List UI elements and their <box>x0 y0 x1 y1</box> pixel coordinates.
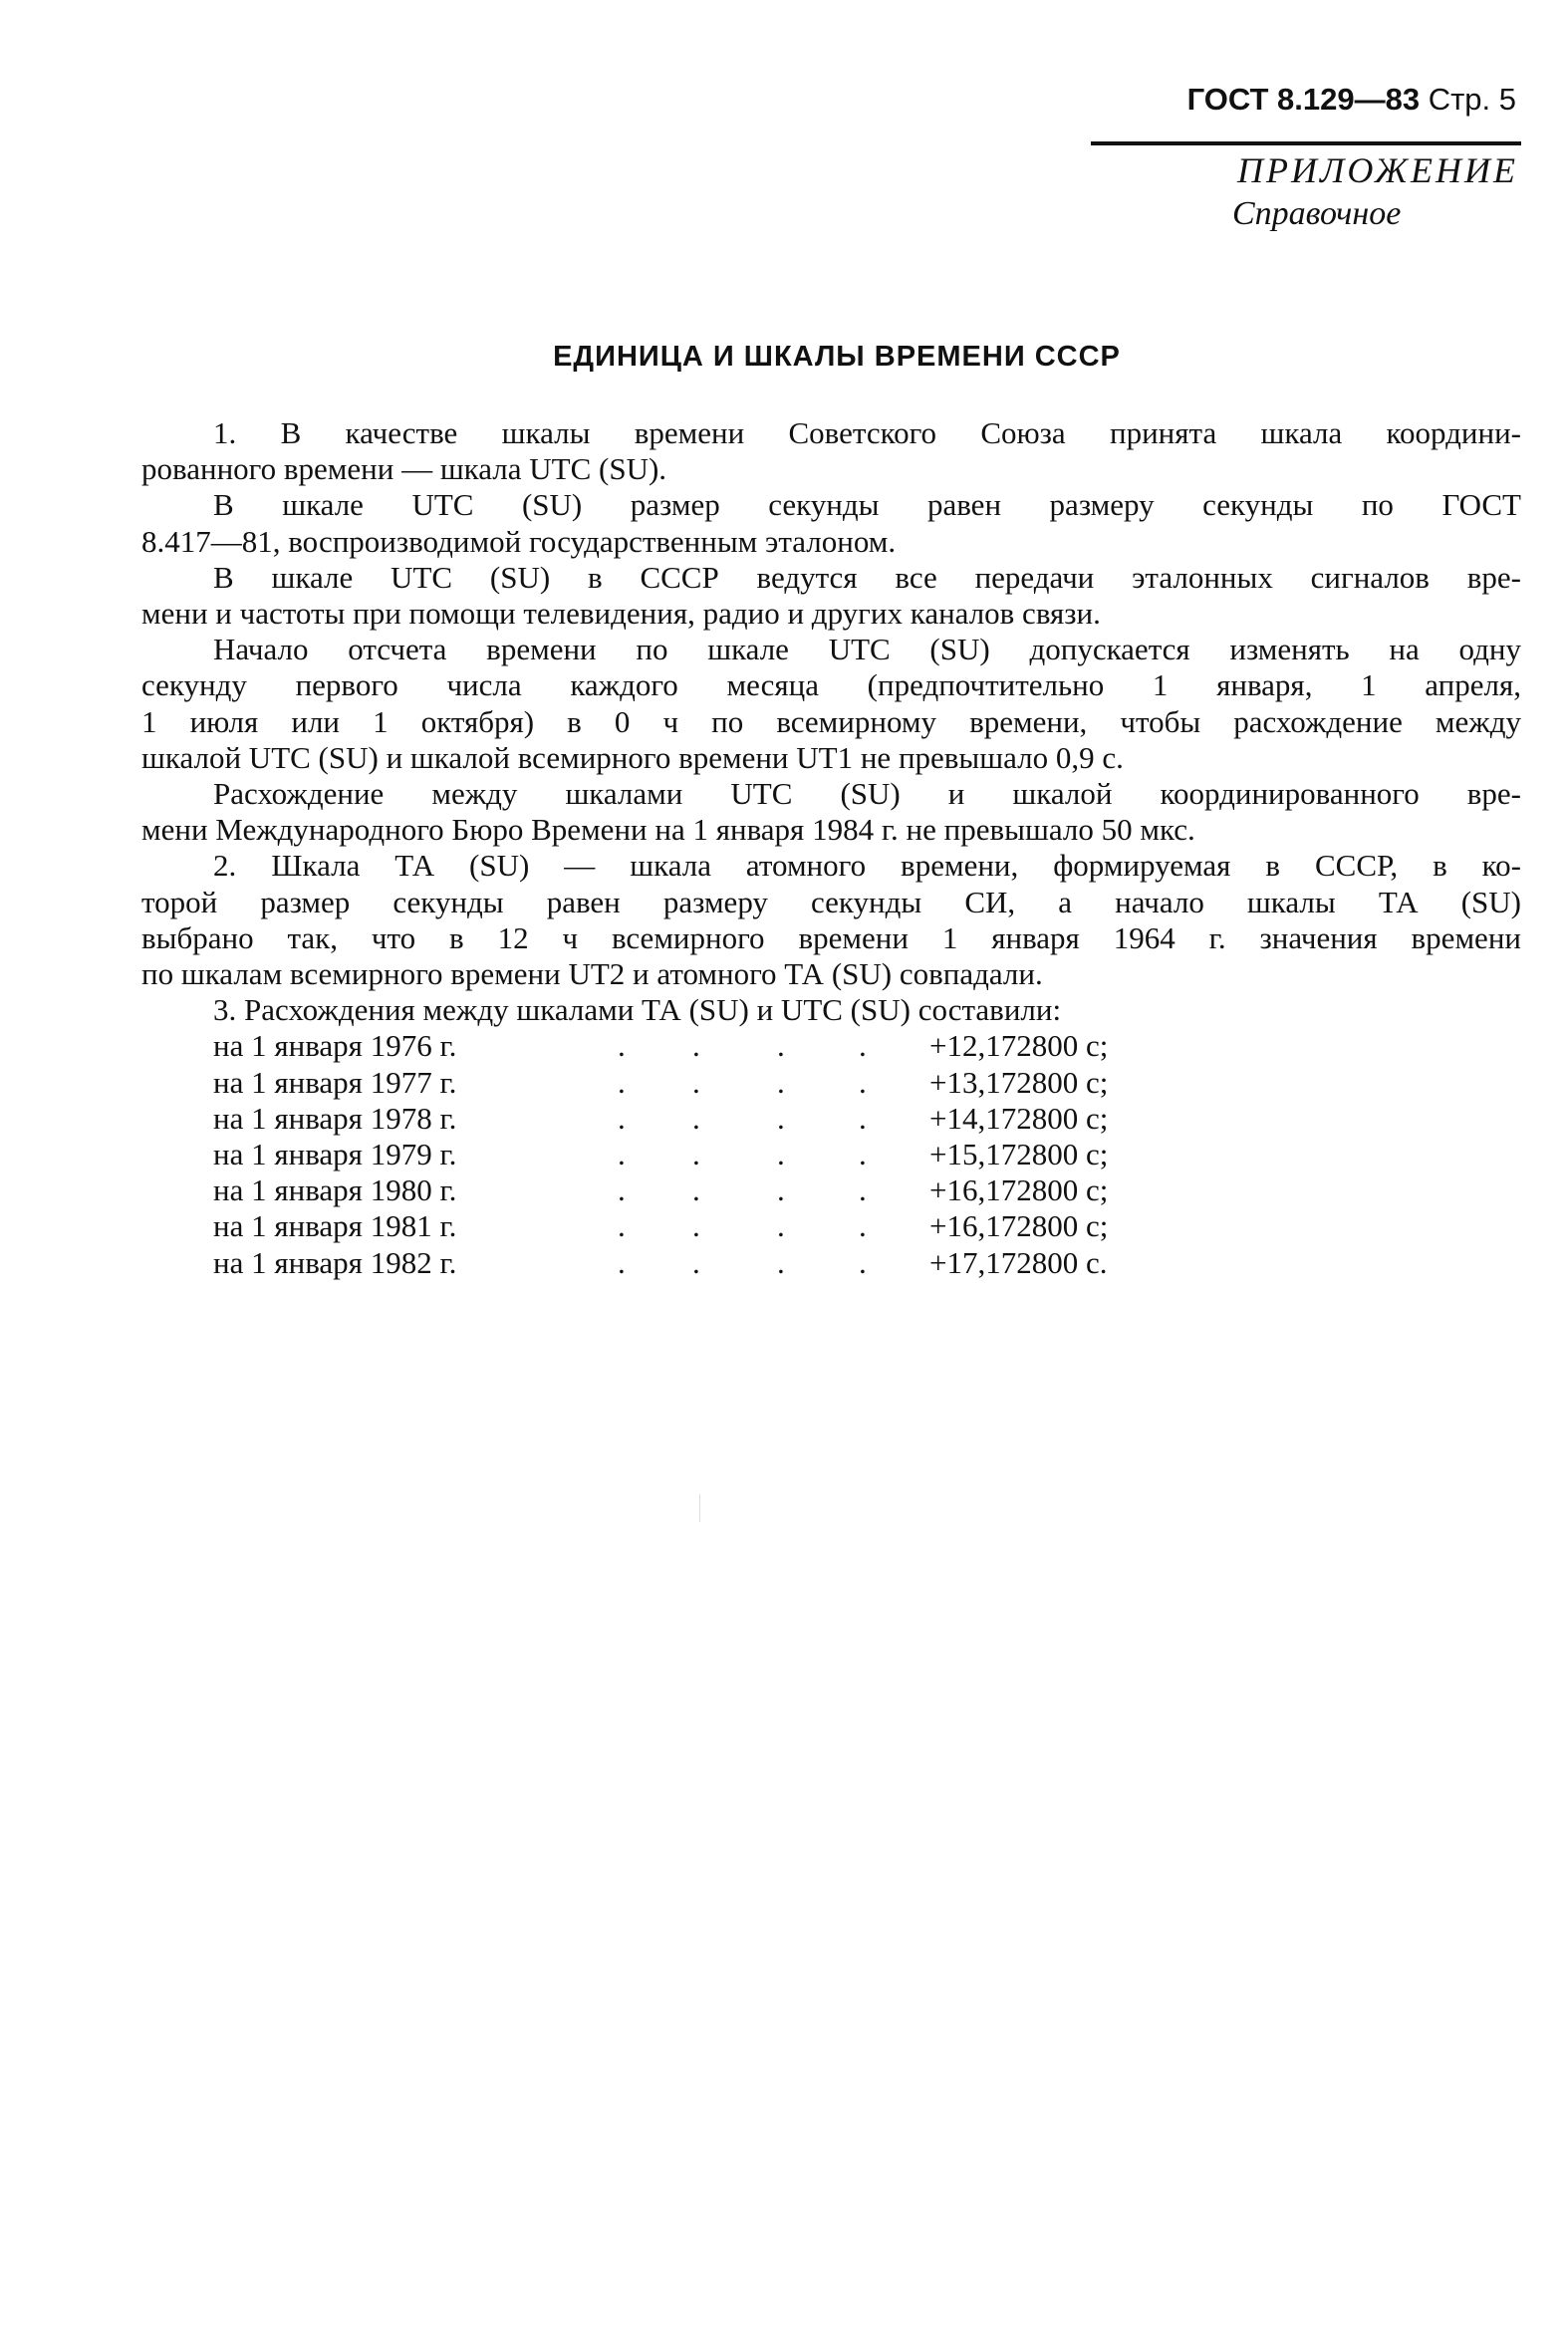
leader-dot: . <box>859 1244 867 1280</box>
appendix-type: Справочное <box>1232 195 1402 232</box>
leader-dot: . <box>777 1208 785 1244</box>
text-line: выбрано так, что в 12 ч всемирного времени 1 января 1964 г. значения времени <box>141 919 1521 955</box>
leader-dot: . <box>777 1244 785 1280</box>
leader-dot: . <box>692 1244 700 1280</box>
leader-dot: . <box>859 1137 867 1171</box>
table-value: +16,172800 с; <box>929 1172 1109 1208</box>
text-line: В шкале UTC (SU) в СССР ведутся все передачи эталонных сигналов вре- <box>213 559 1521 595</box>
text-line: шкалой UTC (SU) и шкалой всемирного времени UT1 не превышало 0,9 с. <box>141 739 1124 775</box>
text-line: 1. В качестве шкалы времени Советского Союза принята шкала координи- <box>213 415 1521 450</box>
leader-dot: . <box>618 1064 626 1100</box>
page-header <box>1187 82 1516 118</box>
table-date: на 1 января 1982 г. <box>213 1244 457 1280</box>
table-date: на 1 января 1981 г. <box>213 1208 457 1244</box>
leader-dot: . <box>692 1137 700 1171</box>
text-line: Расхождение между шкалами UTC (SU) и шкалой координированного вре- <box>213 776 1521 811</box>
leader-dot: . <box>777 1028 785 1064</box>
text-line: 2. Шкала ТА (SU) — шкала атомного времени, формируемая в СССР, в ко- <box>213 848 1521 884</box>
leader-dot: . <box>777 1100 785 1136</box>
leader-dot: . <box>618 1208 626 1244</box>
leader-dot: . <box>859 1028 867 1064</box>
table-value: +13,172800 с; <box>929 1064 1109 1100</box>
scan-artifact <box>699 1494 700 1522</box>
leader-dot: . <box>618 1100 626 1136</box>
text-line: мени и частоты при помощи телевидения, радио и других каналов связи. <box>141 596 1101 631</box>
leader-dot: . <box>692 1208 700 1244</box>
leader-dot: . <box>777 1064 785 1100</box>
leader-dot: . <box>777 1137 785 1171</box>
leader-dot: . <box>618 1028 626 1064</box>
document-title: ЕДИНИЦА И ШКАЛЫ ВРЕМЕНИ СССР <box>553 341 1121 373</box>
text-line: секунду первого числа каждого месяца (предпочтительно 1 января, 1 апреля, <box>141 667 1521 703</box>
leader-dot: . <box>618 1244 626 1280</box>
header-rule <box>1091 141 1521 145</box>
table-value: +14,172800 с; <box>929 1100 1109 1136</box>
leader-dot: . <box>692 1028 700 1064</box>
text-line: торой размер секунды равен размеру секунды СИ, а начало шкалы ТА (SU) <box>141 884 1521 919</box>
leader-dot: . <box>618 1137 626 1171</box>
leader-dot: . <box>692 1100 700 1136</box>
leader-dot: . <box>692 1172 700 1208</box>
table-value: +16,172800 с; <box>929 1208 1109 1244</box>
text-line: рованного времени — шкала UTC (SU). <box>141 451 667 487</box>
text-line: 3. Расхождения между шкалами ТА (SU) и UTC (SU) составили: <box>213 992 1062 1028</box>
table-value: +15,172800 с; <box>929 1137 1109 1171</box>
standard-number: ГОСТ 8.129—83 <box>1186 82 1421 117</box>
text-line: 1 июля или 1 октября) в 0 ч по всемирному времени, чтобы расхождение между <box>141 703 1521 739</box>
leader-dot: . <box>859 1064 867 1100</box>
table-date: на 1 января 1976 г. <box>213 1028 457 1064</box>
text-line: по шкалам всемирного времени UT2 и атомного ТА (SU) совпадали. <box>141 956 1043 991</box>
leader-dot: . <box>859 1208 867 1244</box>
table-date: на 1 января 1978 г. <box>213 1100 457 1136</box>
table-value: +17,172800 с. <box>929 1244 1108 1280</box>
text-line: 8.417—81, воспроизводимой государственным эталоном. <box>141 523 897 559</box>
appendix-label: ПРИЛОЖЕНИЕ <box>1237 150 1518 190</box>
leader-dot: . <box>618 1172 626 1208</box>
leader-dot: . <box>859 1100 867 1136</box>
table-date: на 1 января 1977 г. <box>213 1064 457 1100</box>
table-date: на 1 января 1979 г. <box>213 1137 457 1171</box>
leader-dot: . <box>859 1172 867 1208</box>
table-value: +12,172800 с; <box>929 1028 1109 1064</box>
page-number: Стр. 5 <box>1428 82 1516 117</box>
text-line: мени Международного Бюро Времени на 1 января 1984 г. не превышало 50 мкс. <box>141 812 1195 848</box>
text-line: Начало отсчета времени по шкале UTC (SU) допускается изменять на одну <box>213 632 1521 667</box>
leader-dot: . <box>692 1064 700 1100</box>
table-date: на 1 января 1980 г. <box>213 1172 457 1208</box>
leader-dot: . <box>777 1172 785 1208</box>
text-line: В шкале UTC (SU) размер секунды равен размеру секунды по ГОСТ <box>213 487 1521 523</box>
